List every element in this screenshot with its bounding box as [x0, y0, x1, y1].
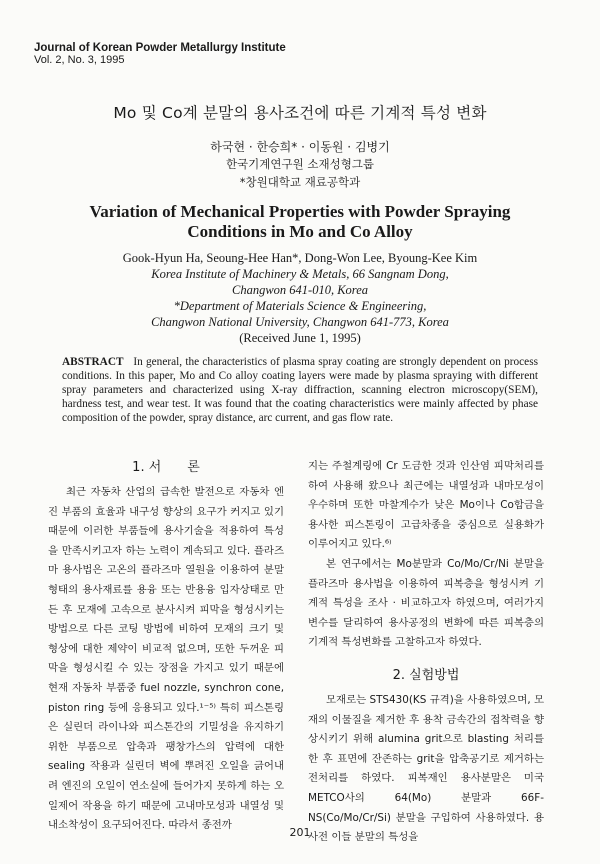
- english-affiliation-1: Korea Institute of Machinery & Metals, 66 Sangnam Dong,: [151, 267, 449, 281]
- journal-name: Journal of Korean Powder Metallurgy Institute: [34, 42, 286, 54]
- introduction-continued-paragraph: 지는 주철계링에 Cr 도금한 것과 인산염 피막처리를 하여 사용해 왔으나 최근에는 내열성과 내마모성이 우수하며 또한 마찰계수가 낮은 Mo이나 Co합금을 용사한 피스톤링이 고급차종을 중심으로 실용화가 이루어지고 있다.⁶⁾: [308, 460, 544, 551]
- journal-volume: Vol. 2, No. 3, 1995: [34, 54, 125, 66]
- abstract: [62, 356, 538, 426]
- korean-affiliation-1: 한국기계연구원 소재성형그룹: [225, 157, 375, 171]
- english-title-line-2: Conditions in Mo and Co Alloy: [187, 222, 413, 241]
- introduction-heading: 1. 서 론: [132, 460, 200, 475]
- methods-paragraph: 모재로는 STS430(KS 규격)을 사용하였으며, 모재의 이물질을 제거한 후 용착 금속간의 접착력을 향상시키기 위해 alumina grit으로 blasting 처리를 한 후 표면에 잔존하는 grit을 압축공기로 제거하는 전처리를 하였다. 피복재인 용사분말은 미국 METCO사의 64(Mo) 분말과 66F-NS(Co/Mo/Cr/Si) 분말을 구입하여 사용하였다. 용사전 이들 분말의 특성을: [308, 693, 544, 844]
- research-purpose-paragraph: 본 연구에서는 Mo분말과 Co/Mo/Cr/Ni 분말을 플라즈마 용사법을 이용하여 피복층을 형성시켜 기계적 특성을 조사 · 비교하고자 하였으며, 여러가지 변수를 달리하여 용사공정의 변화에 따른 피복층의 기계적 특성변화를 고찰하고자 하였다.: [308, 557, 544, 649]
- english-authors: Gook-Hyun Ha, Seoung-Hee Han*, Dong-Won Lee, Byoung-Kee Kim: [122, 251, 478, 265]
- korean-authors: 하국현 · 한승희* · 이동원 · 김병기: [210, 140, 390, 154]
- received-date: (Received June 1, 1995): [239, 331, 361, 345]
- left-column: [48, 457, 284, 836]
- abstract-text: In general, the characteristics of plasma spray coating are strongly dependent on process conditions. In this paper, Mo and Co alloy coating layers were made by plasma spraying with different spray parameters and characterized using X-ray diffraction, scanning electron microscopy(SEM), hardness test, and wear test. It was found that the coating characteristics were mainly affected by phase composition of the powder, spray distance, arc current, and gas flow rate.: [62, 356, 538, 424]
- page-number: 201: [289, 826, 311, 839]
- korean-affiliation-2: *창원대학교 재료공학과: [239, 175, 361, 189]
- english-title-line-1: Variation of Mechanical Properties with Powder Spraying: [89, 202, 511, 221]
- english-affiliation-2: Changwon 641-010, Korea: [232, 283, 368, 297]
- introduction-paragraph: 최근 자동차 산업의 급속한 발전으로 자동차 엔진 부품의 효율과 내구성 향상의 요구가 커지고 있기 때문에 이러한 부품들에 용사기술을 적용하여 특성을 만족시키고자 하는 노력이 계속되고 있다. 플라즈마 용사법은 고온의 플라즈마 열원을 이용하여 분말형태의 용사재료를 용융 또는 반용융 입자상태로 만든 후 모재에 고속으로 분사시켜 피막을 형성시키는 방법으로 다른 코팅 방법에 비하여 모재의 크기 및 형상에 대한 제약이 비교적 없으며, 또한 두꺼운 피막을 형성시킬 수 있는 장점을 가지고 있기 때문에 현재 자동차 부품중 fuel nozzle, synchron cone, piston ring 등에 응용되고 있다.¹⁻⁵⁾ 특히 피스톤링은 실린더 라이나와 피스톤간의 기밀성을 유지하기 위한 부품으로 압축과 팽창가스의 압력에 대한 sealing 작용과 실린더 벽에 뿌려진 오일을 긁어내려 엔진의 오일이 연소실에 들어가지 못하게 하는 오일제어 작용을 하기 때문에 고내마모성과 내열성 및 내소착성이 요구되어진다. 따라서 종전까: [48, 486, 284, 832]
- english-affiliation-3: *Department of Materials Science & Engineering,: [173, 299, 427, 313]
- methods-heading: 2. 실험방법: [392, 667, 460, 683]
- abstract-label: ABSTRACT: [62, 356, 124, 368]
- right-column: [308, 457, 544, 848]
- english-affiliation-4: Changwon National University, Changwon 641-773, Korea: [151, 315, 449, 329]
- korean-title: Mo 및 Co계 분말의 용사조건에 따른 기계적 특성 변화: [113, 104, 487, 122]
